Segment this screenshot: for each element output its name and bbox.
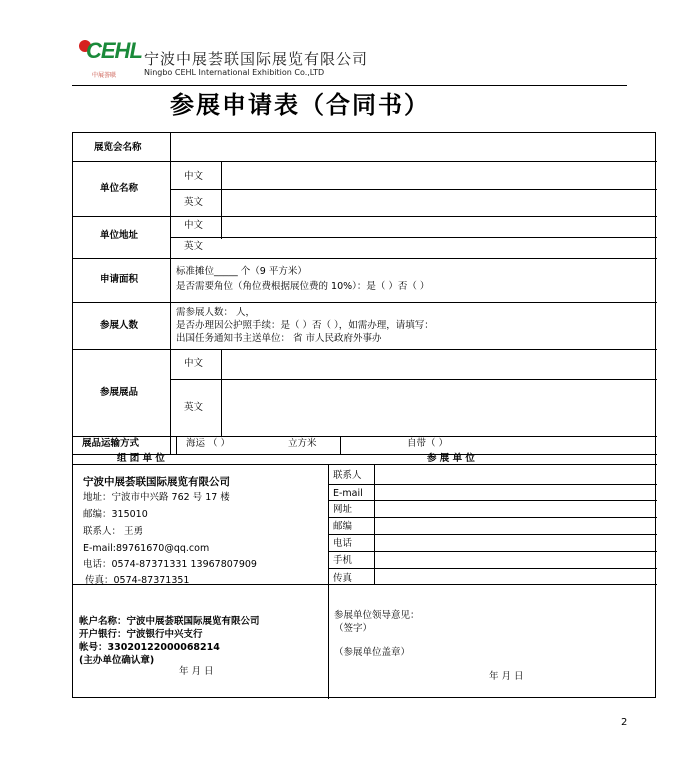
organizer-name: 宁波中展荟联国际展览有限公司 (83, 476, 230, 488)
grid-line (73, 302, 657, 303)
exhibits-en-label: 英文 (184, 402, 204, 413)
exhibits-cn-label: 中文 (184, 358, 204, 369)
shipping-self: 自带（ ） (407, 438, 449, 449)
organizer-fax: 传真：0574-87371351 (85, 575, 190, 586)
exhibitor-website-label: 网址 (333, 504, 353, 515)
grid-line (73, 349, 657, 350)
unit-address-label: 单位地址 (100, 230, 139, 241)
leader-opinion-label: 参展单位领导意见： (334, 610, 420, 621)
unit-address-cn-label: 中文 (184, 220, 204, 231)
grid-line (73, 258, 657, 259)
unit-name-label: 单位名称 (100, 183, 139, 194)
exhibitor-mobile-label: 手机 (333, 555, 353, 566)
grid-line (328, 534, 657, 535)
exhibitor-email-label: E-mail (333, 488, 363, 499)
exhibitor-date: 年 月 日 (489, 671, 524, 682)
grid-line (73, 161, 657, 162)
grid-line (170, 189, 657, 190)
page-title: 参展申请表（合同书） (170, 90, 430, 119)
shipping-cbm: 立方米 (288, 438, 317, 449)
people-line-1: 需参展人数： 人， (176, 307, 256, 318)
area-label: 申请面积 (100, 274, 139, 285)
grid-line (328, 568, 657, 569)
grid-line (340, 436, 341, 454)
signature-label: （签字） (334, 623, 373, 634)
application-form (72, 132, 656, 698)
exhibits-label: 参展展品 (100, 387, 139, 398)
exhibitor-phone-label: 电话 (333, 538, 353, 549)
company-name-en: Ningbo CEHL International Exhibition Co.,LTD (144, 68, 325, 77)
exhibition-name-label: 展览会名称 (94, 142, 142, 153)
account-number: 帐号：33020122000068214 (79, 642, 220, 653)
grid-line (328, 484, 657, 485)
organizer-header: 组 团 单 位 (117, 453, 165, 464)
people-label: 参展人数 (100, 320, 139, 331)
grid-line (328, 500, 657, 501)
grid-line (170, 237, 657, 238)
area-line-1: 标准摊位_____ 个（9 平方米） (176, 266, 307, 277)
exhibitor-fax-label: 传真 (333, 573, 353, 584)
grid-line (328, 551, 657, 552)
organizer-address: 地址：宁波市中兴路 762 号 17 楼 (83, 492, 230, 503)
organizer-email: E-mail:89761670@qq.com (83, 543, 210, 554)
grid-line (170, 379, 657, 380)
unit-name-en-label: 英文 (184, 197, 204, 208)
grid-line (328, 517, 657, 518)
organizer-contact: 联系人： 王勇 (83, 526, 144, 537)
grid-line (176, 436, 177, 454)
organizer-postcode: 邮编：315010 (83, 509, 148, 520)
grid-line (73, 216, 657, 217)
logo-text: CEHL (86, 38, 142, 63)
unit-name-cn-label: 中文 (184, 171, 204, 182)
bank-name: 开户银行：宁波银行中兴支行 (79, 629, 203, 640)
area-line-2: 是否需要角位（角位费根据展位费的 10%）：是（ ）否（ ） (176, 281, 430, 292)
organizer-date: 年 月 日 (179, 666, 214, 677)
grid-line (73, 436, 657, 437)
company-name-cn: 宁波中展荟联国际展览有限公司 (144, 50, 369, 68)
page-number: 2 (621, 717, 628, 728)
organizer-phone: 电话：0574-87371331 13967807909 (83, 559, 257, 570)
organizer-confirm-seal: (主办单位确认章) (79, 655, 155, 666)
grid-line (170, 133, 171, 455)
grid-line (221, 349, 222, 436)
people-line-3: 出国任务通知书主送单位： 省 市人民政府外事办 (176, 333, 382, 344)
people-line-2: 是否办理因公护照手续：是（ ）否（ ），如需办理，请填写： (176, 320, 434, 331)
shipping-sea: 海运 （ ） (186, 438, 231, 449)
shipping-label: 展品运输方式 (82, 438, 140, 449)
exhibitor-header: 参 展 单 位 (427, 453, 475, 464)
exhibitor-seal-label: （参展单位盖章） (334, 647, 411, 658)
unit-address-en-label: 英文 (184, 241, 204, 252)
exhibitor-contact-label: 联系人 (333, 470, 362, 481)
exhibitor-postcode-label: 邮编 (333, 521, 353, 532)
grid-line (374, 464, 375, 584)
logo-subtext: 中展荟联 (92, 72, 117, 79)
grid-line (221, 161, 222, 239)
account-name: 帐户名称：宁波中展荟联国际展览有限公司 (79, 616, 260, 627)
